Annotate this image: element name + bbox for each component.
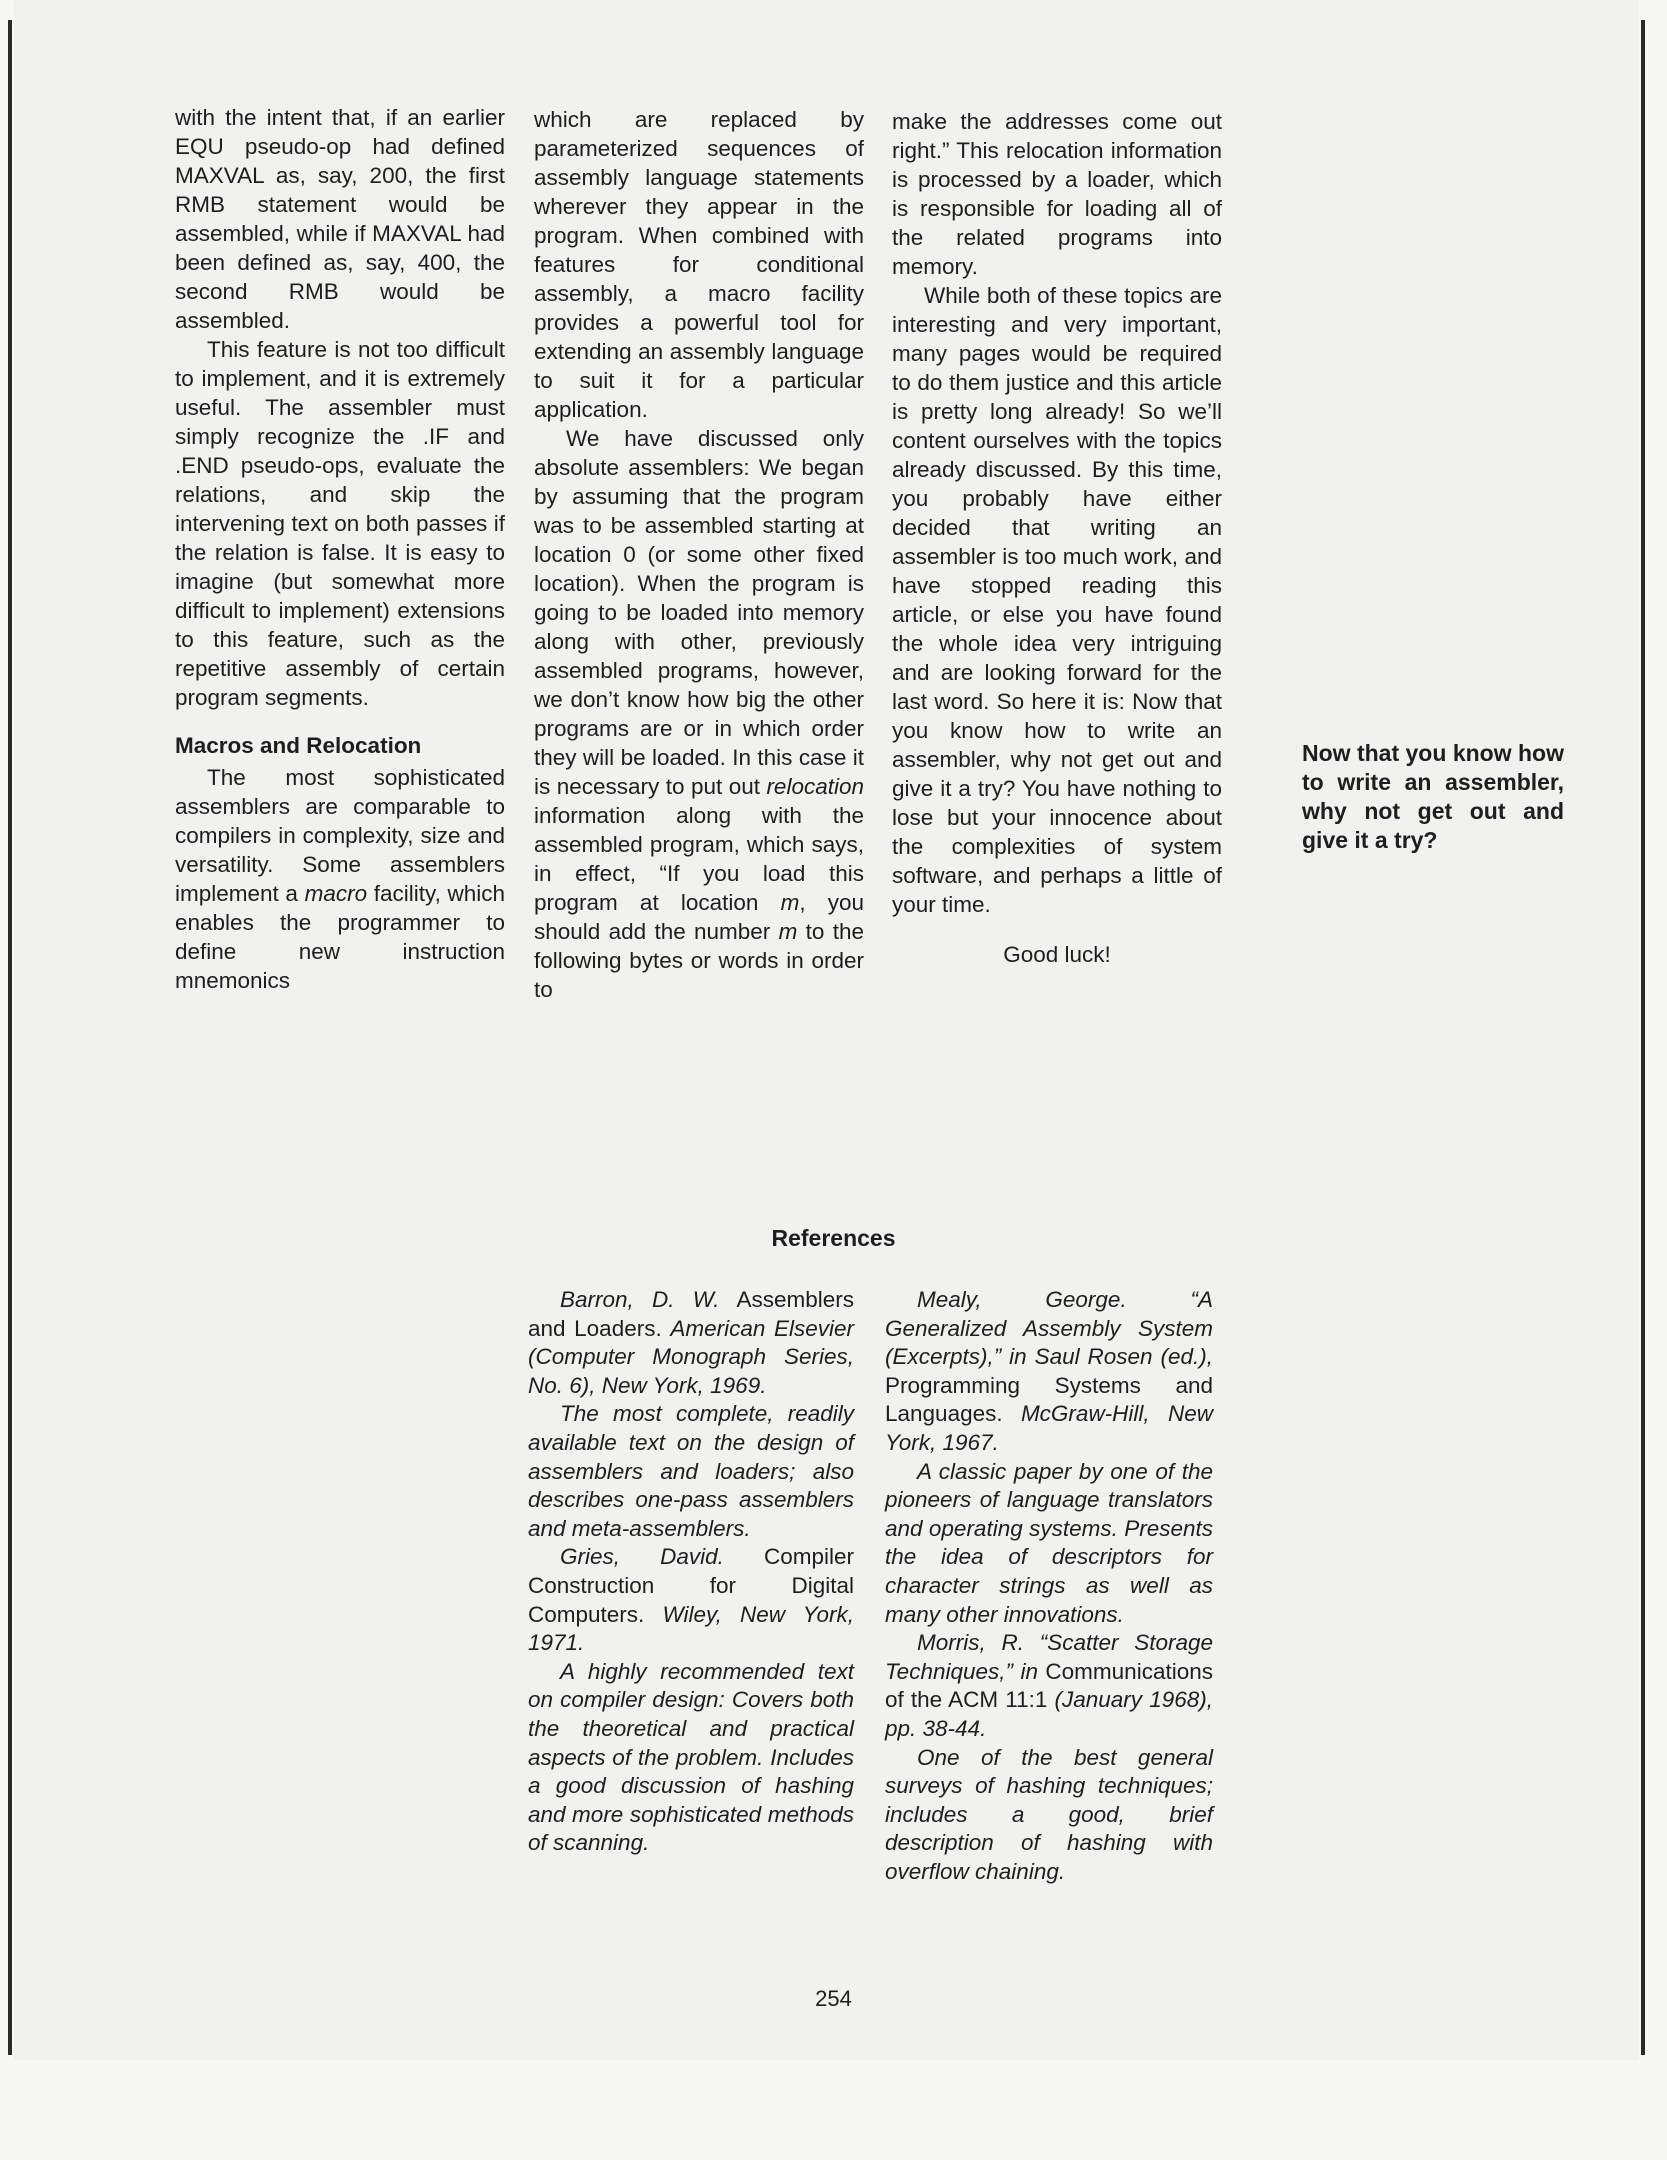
reference-entry <box>885 1286 1213 1458</box>
article-paragraph: make the addresses come out right.” This relocation information is processed by a loader, which is responsible for loading all of the related programs into memory. <box>892 109 1222 279</box>
reference-author: Barron, D. W. <box>560 1287 720 1312</box>
reference-author: Mealy, George. “A Generalized Assembly System (Excerpts),” in Saul Rosen (ed.), <box>885 1287 1213 1370</box>
article-paragraph: with the intent that, if an earlier EQU pseudo-op had defined MAXVAL as, say, 200, the first RMB statement would be assembled, while if MAXVAL had been defined as, say, 400, the second RMB would be assembled. <box>175 105 505 333</box>
reference-author: Morris, R. “Scatter Storage Techniques,” in <box>885 1630 1213 1684</box>
reference-publisher: McGraw-Hill, New York, 1967. <box>885 1401 1213 1455</box>
article-paragraph <box>175 763 505 995</box>
section-heading-macros: Macros and Relocation <box>175 733 422 758</box>
emphasis-relocation: relocation <box>766 774 864 799</box>
reference-annotation: A highly recommended text on compiler design: Covers both the theoretical and practical aspects of the problem. Includes a good discussion of hashing and more sophisticated methods of scanning. <box>528 1658 854 1856</box>
text-run: The most sophisticated assemblers are comparable to compilers in complexity, size and versatility. Some assemblers implement a <box>175 765 505 906</box>
article-paragraph: This feature is not too difficult to implement, and it is extremely useful. The assembler must simply recognize the .IF and .END pseudo-ops, evaluate the relations, and skip the intervening text on both passes if the relation is false. It is easy to imagine (but somewhat more difficult to implement) extensions to this feature, such as the repetitive assembly of certain program segments. <box>175 337 505 710</box>
text-run: , you should add the number <box>534 890 864 944</box>
article-paragraph <box>534 424 864 1004</box>
reference-annotation: One of the best general surveys of hashing techniques; includes a good, brief description of hashing with overflow chaining. <box>885 1744 1213 1884</box>
pull-quote: Now that you know how to write an assembler, why not get out and give it a try? <box>1302 740 1564 853</box>
article-column-1 <box>175 103 505 995</box>
reference-annotation: A classic paper by one of the pioneers of language translators and operating systems. Presents the idea of descriptors for character strings as well as many other innovations. <box>885 1458 1213 1627</box>
references-column-2 <box>885 1286 1213 1886</box>
reference-author: Gries, David. <box>560 1544 724 1570</box>
reference-annotation: The most complete, readily available text on the design of assemblers and loaders; also describes one-pass assemblers and meta-assemblers. <box>528 1401 854 1541</box>
references-column-1 <box>528 1286 854 1858</box>
text-run: information along with the assembled program, which says, in effect, “If you load this program at location <box>534 803 864 915</box>
article-paragraph: While both of these topics are interesting and very important, many pages would be required to do them justice and this article is pretty long already! So we’ll content ourselves with the topics already discussed. By this time, you probably have either decided that writing an assembler is too much work, and have stopped reading this article, or else you have found the whole idea very intriguing and are looking forward for the last word. So here it is: Now that you know how to write an assembler, why not get out and give it a try? You have nothing to lose but your innocence about the complexities of system software, and perhaps a little of your time. <box>892 283 1222 917</box>
reference-publisher: American Elsevier (Computer Monograph Series, No. 6), New York, 1969. <box>528 1315 854 1398</box>
article-column-3 <box>892 107 1222 969</box>
references-heading: References <box>771 1225 896 1251</box>
scan-edge-left <box>8 20 12 2055</box>
closing-line: Good luck! <box>1003 942 1111 967</box>
scan-edge-right <box>1641 20 1645 2055</box>
emphasis-m: m <box>780 890 800 915</box>
page-number: 254 <box>815 1986 852 2011</box>
reference-entry <box>528 1286 854 1400</box>
reference-entry <box>528 1543 854 1657</box>
text-run: We have discussed only absolute assemblers: We began by assuming that the program was to be assembled starting at location 0 (or some other fixed location). When the program is going to be loaded into memory along with other, previously assembled programs, however, we don’t know how big the other programs are or in which order they will be loaded. In this case it is necessary to put out <box>534 426 864 799</box>
reference-publisher: (January 1968), pp. 38-44. <box>885 1687 1213 1741</box>
reference-title: Compiler Construction for Digital Computers. <box>528 1544 854 1627</box>
reference-publisher: Wiley, New York, 1971. <box>528 1601 854 1656</box>
text-run: to the following bytes or words in order to <box>534 919 864 1002</box>
reference-entry <box>885 1629 1213 1743</box>
emphasis-m: m <box>778 919 798 944</box>
article-paragraph: which are replaced by parameterized sequences of assembly language statements wherever they appear in the program. When combined with features for conditional assembly, a macro facility provides a powerful tool for extending an assembly language to suit it for a particular application. <box>534 107 864 422</box>
reference-title: Assemblers and Loaders. <box>528 1287 854 1341</box>
reference-title: Communications of the ACM 11:1 <box>885 1658 1213 1713</box>
emphasis-macro: macro <box>304 881 368 906</box>
article-column-2 <box>534 105 864 1004</box>
reference-title: Programming Systems and Languages. <box>885 1372 1213 1427</box>
text-run: facility, which enables the programmer to define new instruction mnemonics <box>175 881 505 993</box>
